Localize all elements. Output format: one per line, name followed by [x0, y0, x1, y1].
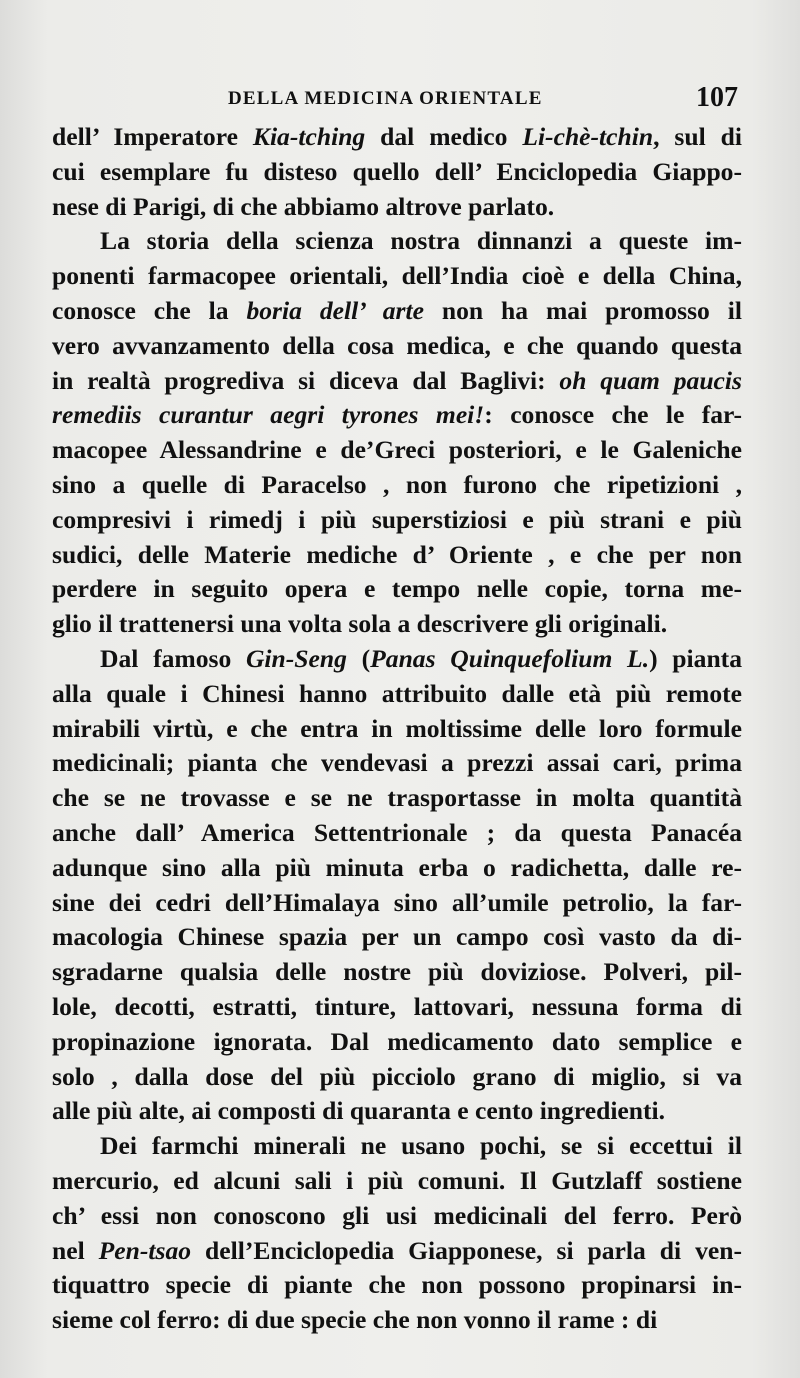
- italic-segment: Gin-Seng: [245, 643, 347, 673]
- text-segment: nel: [52, 1235, 99, 1265]
- text-segment: alla quale i Chinesi hanno attribuito dalle età più remote: [52, 678, 742, 708]
- text-segment: Dal famoso: [100, 643, 246, 673]
- text-segment: : conosce che le far-: [484, 400, 742, 430]
- text-segment: medicinali; pianta che vendevasi a prezzi assai cari, prima: [52, 748, 742, 778]
- text-line: [52, 1164, 742, 1199]
- text-segment: glio il trattenersi una volta sola a descrivere gli originali.: [52, 609, 668, 639]
- text-segment: perdere in seguito opera e tempo nelle copie, torna me-: [52, 574, 742, 604]
- text-segment: alle più alte, ai composti di quaranta e cento ingredienti.: [52, 1096, 666, 1126]
- text-line: [52, 607, 742, 642]
- text-segment: (: [346, 643, 371, 673]
- text-segment: sino a quelle di Paracelso , non furono che ripetizioni ,: [52, 469, 742, 499]
- text-line: [52, 503, 742, 538]
- text-line: [52, 677, 742, 712]
- text-line: [52, 712, 742, 747]
- text-line: [52, 468, 742, 503]
- text-line: [52, 886, 742, 921]
- italic-segment: Li-chè-tchin: [522, 122, 654, 151]
- text-line: [52, 120, 742, 155]
- text-line: [52, 1303, 742, 1338]
- text-segment: ponenti farmacopee orientali, dell’India cioè e della China,: [52, 261, 742, 291]
- text-segment: sudici, delle Materie mediche d’ Oriente , e che per non: [52, 539, 742, 569]
- text-line: [52, 1129, 742, 1164]
- text-line: [52, 642, 742, 677]
- text-line: [52, 746, 742, 781]
- text-segment: che se ne trovasse e se ne trasportasse in molta quantità: [52, 783, 742, 813]
- text-line: [52, 433, 742, 468]
- text-line: [52, 816, 742, 851]
- text-line: [52, 1234, 742, 1269]
- text-segment: macologia Chinese spazia per un campo così vasto da di-: [52, 922, 742, 952]
- text-segment: cui esemplare fu disteso quello dell’ Enciclopedia Giappo-: [52, 156, 742, 186]
- text-segment: solo , dalla dose del più picciolo grano di miglio, si va: [52, 1061, 742, 1091]
- text-line: [52, 1268, 742, 1303]
- text-segment: compresivi i rimedj i più superstiziosi e più strani e più: [52, 504, 742, 534]
- text-line: [52, 190, 742, 225]
- text-line: [52, 851, 742, 886]
- text-line: [52, 259, 742, 294]
- text-segment: lole, decotti, estratti, tinture, lattovari, nessuna forma di: [52, 991, 742, 1021]
- text-segment: anche dall’ America Settentrionale ; da questa Panacéa: [52, 817, 742, 847]
- text-segment: vero avvanzamento della cosa medica, e che quando questa: [52, 330, 742, 360]
- running-title: DELLA MEDICINA ORIENTALE: [228, 88, 543, 109]
- text-segment: mirabili virtù, e che entra in moltissime delle loro formule: [52, 713, 742, 743]
- text-segment: Dei farmchi minerali ne usano pochi, se si eccettui il: [100, 1131, 742, 1161]
- text-segment: La storia della scienza nostra dinnanzi a queste im-: [100, 226, 742, 256]
- page-number: 107: [696, 82, 738, 113]
- text-segment: tiquattro specie di piante che non possono propinarsi in-: [52, 1270, 742, 1300]
- text-line: [52, 155, 742, 190]
- italic-segment: oh quam paucis: [559, 365, 742, 395]
- italic-segment: Kia-tching: [252, 122, 366, 151]
- body-text: [52, 120, 742, 1338]
- text-segment: , sul di: [653, 122, 742, 151]
- text-line: [52, 398, 742, 433]
- text-line: [52, 364, 742, 399]
- text-segment: dell’Enciclopedia Giapponese, si parla di ven-: [191, 1235, 742, 1265]
- text-line: [52, 538, 742, 573]
- italic-segment: remediis curantur aegri tyrones mei!: [52, 400, 485, 430]
- text-segment: sieme col ferro: di due specie che non vonno il rame : di: [52, 1305, 658, 1335]
- text-line: [52, 329, 742, 364]
- text-segment: in realtà progrediva si diceva dal Baglivi:: [52, 365, 560, 395]
- text-segment: dal medico: [365, 122, 523, 151]
- text-segment: nese di Parigi, di che abbiamo altrove parlato.: [52, 191, 555, 221]
- text-segment: non ha mai promosso il: [423, 295, 742, 325]
- text-segment: sine dei cedri dell’Himalaya sino all’umile petrolio, la far-: [52, 887, 742, 917]
- italic-segment: boria dell’ arte: [246, 295, 424, 325]
- text-line: [52, 1094, 742, 1129]
- text-line: [52, 1199, 742, 1234]
- text-segment: ) pianta: [649, 643, 742, 673]
- running-header: [0, 82, 800, 118]
- text-segment: dell’ Imperatore: [52, 122, 253, 151]
- text-line: [52, 1060, 742, 1095]
- text-line: [52, 990, 742, 1025]
- text-line: [52, 955, 742, 990]
- text-segment: macopee Alessandrine e de’Greci posteriori, e le Galeniche: [52, 435, 742, 465]
- text-line: [52, 1025, 742, 1060]
- text-segment: propinazione ignorata. Dal medicamento dato semplice e: [52, 1026, 742, 1056]
- text-segment: adunque sino alla più minuta erba o radichetta, dalle re-: [52, 852, 742, 882]
- text-segment: sgradarne qualsia delle nostre più doviziose. Polveri, pil-: [52, 957, 742, 987]
- text-line: [52, 781, 742, 816]
- text-line: [52, 920, 742, 955]
- text-segment: conosce che la: [52, 295, 247, 325]
- italic-segment: Pen-tsao: [98, 1235, 192, 1265]
- italic-segment: Panas Quinquefolium L.: [370, 643, 650, 673]
- text-line: [52, 294, 742, 329]
- text-line: [52, 572, 742, 607]
- text-segment: mercurio, ed alcuni sali i più comuni. Il Gutzlaff sostiene: [52, 1165, 742, 1195]
- text-line: [52, 224, 742, 259]
- text-segment: ch’ essi non conoscono gli usi medicinali del ferro. Però: [52, 1200, 742, 1230]
